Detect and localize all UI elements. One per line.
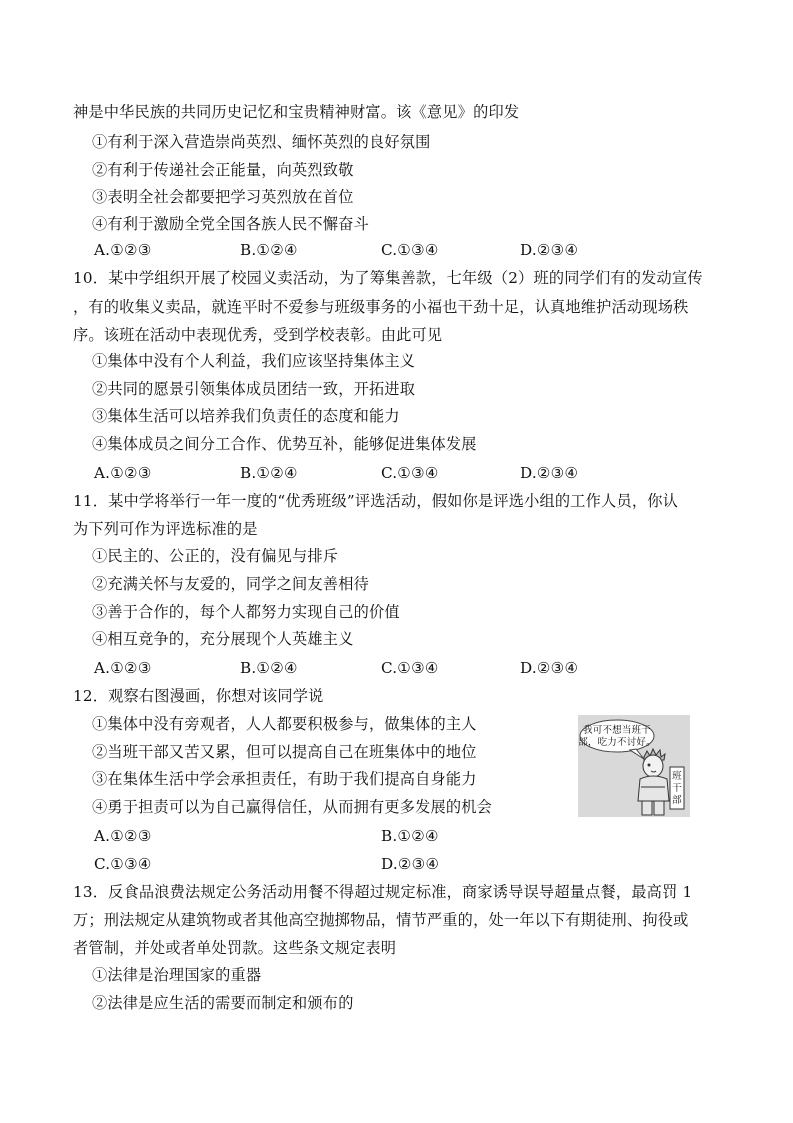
q9-choice-a: A.①②③ — [94, 241, 152, 259]
q13-statement-1: ①法律是治理国家的重器 — [92, 966, 262, 984]
q11-choice-c: C.①③④ — [381, 659, 439, 677]
q12-statement-2: ②当班干部又苦又累，但可以提高自己在班集体中的地位 — [92, 743, 477, 761]
q10-statement-1: ①集体中没有个人利益，我们应该坚持集体主义 — [92, 352, 416, 370]
q12-choice-c: C.①③④ — [94, 855, 152, 873]
q10-choice-a: A.①②③ — [94, 464, 152, 482]
q11-stem-line-1: 11．某中学将举行一年一度的“优秀班级”评选活动，假如你是评选小组的工作人员，你认 — [73, 492, 678, 510]
q10-stem-line-3: 序。该班在活动中表现优秀，受到学校表彰。由此可见 — [73, 326, 443, 344]
q13-stem-line-2: 万；刑法规定从建筑物或者其他高空抛掷物品，情节严重的，处一年以下有期徒刑、拘役或 — [73, 911, 689, 929]
q10-choice-d: D.②③④ — [520, 464, 579, 482]
q9-statement-3: ③表明全社会都要把学习英烈放在首位 — [92, 188, 354, 206]
q11-choice-d: D.②③④ — [520, 659, 579, 677]
question-9-stem-tail: 神是中华民族的共同历史记忆和宝贵精神财富。该《意见》的印发 — [73, 103, 520, 121]
q12-statement-4: ④勇于担责可以为自己赢得信任，从而拥有更多发展的机会 — [92, 798, 493, 816]
q12-statement-1: ①集体中没有旁观者，人人都要积极参与，做集体的主人 — [92, 715, 477, 733]
q9-statement-1: ①有利于深入营造崇尚英烈、缅怀英烈的良好氛围 — [92, 133, 431, 151]
q10-statement-3: ③集体生活可以培养我们负责任的态度和能力 — [92, 407, 400, 425]
q9-choice-c: C.①③④ — [381, 241, 439, 259]
q9-choice-b: B.①②④ — [240, 241, 298, 259]
speech-line-1: 我可不想当班干 — [583, 725, 651, 736]
cartoon-illustration — [578, 715, 690, 817]
q12-choice-d: D.②③④ — [381, 855, 440, 873]
q11-choice-b: B.①②④ — [240, 659, 298, 677]
q10-choice-c: C.①③④ — [381, 464, 439, 482]
q12-stem-line-1: 12．观察右图漫画，你想对该同学说 — [73, 687, 324, 705]
q10-stem-line-1: 10．某中学组织开展了校园义卖活动，为了筹集善款，七年级（2）班的同学们有的发动宣传 — [73, 269, 703, 287]
sign-char-1: 班 — [672, 771, 682, 782]
q13-stem-line-3: 者管制，并处或者单处罚款。这些条文规定表明 — [73, 939, 397, 957]
q10-choice-b: B.①②④ — [240, 464, 298, 482]
q10-statement-4: ④集体成员之间分工合作、优势互补，能够促进集体发展 — [92, 435, 477, 453]
sign-board — [670, 767, 684, 809]
q11-statement-3: ③善于合作的，每个人都努力实现自己的价值 — [92, 603, 400, 621]
q13-statement-2: ②法律是应生活的需要而制定和颁布的 — [92, 994, 354, 1012]
q12-choice-b: B.①②④ — [381, 827, 439, 845]
speech-line-2: 部，吃力不讨好。 — [578, 737, 656, 748]
q9-statement-2: ②有利于传递社会正能量，向英烈致敬 — [92, 161, 354, 179]
sign-char-2: 干 — [672, 783, 682, 794]
q11-statement-1: ①民主的、公正的，没有偏见与排斥 — [92, 547, 339, 565]
q11-choice-a: A.①②③ — [94, 659, 152, 677]
q12-choice-a: A.①②③ — [94, 827, 152, 845]
q11-statement-2: ②充满关怀与友爱的，同学之间友善相待 — [92, 575, 369, 593]
q10-stem-line-2: ，有的收集义卖品，就连平时不爱参与班级事务的小福也干劲十足，认真地维护活动现场秩 — [73, 298, 689, 316]
sign-char-3: 部 — [672, 795, 682, 806]
q10-statement-2: ②共同的愿景引领集体成员团结一致，开拓进取 — [92, 380, 416, 398]
q9-choice-d: D.②③④ — [520, 241, 579, 259]
q12-statement-3: ③在集体生活中学会承担责任，有助于我们提高自身能力 — [92, 770, 477, 788]
q11-stem-line-2: 为下列可作为评选标准的是 — [73, 520, 258, 538]
q11-statement-4: ④相互竞争的，充分展现个人英雄主义 — [92, 630, 354, 648]
q9-statement-4: ④有利于激励全党全国各族人民不懈奋斗 — [92, 215, 369, 233]
q13-stem-line-1: 13．反食品浪费法规定公务活动用餐不得超过规定标准，商家诱导误导超量点餐，最高罚 1 — [73, 883, 693, 901]
